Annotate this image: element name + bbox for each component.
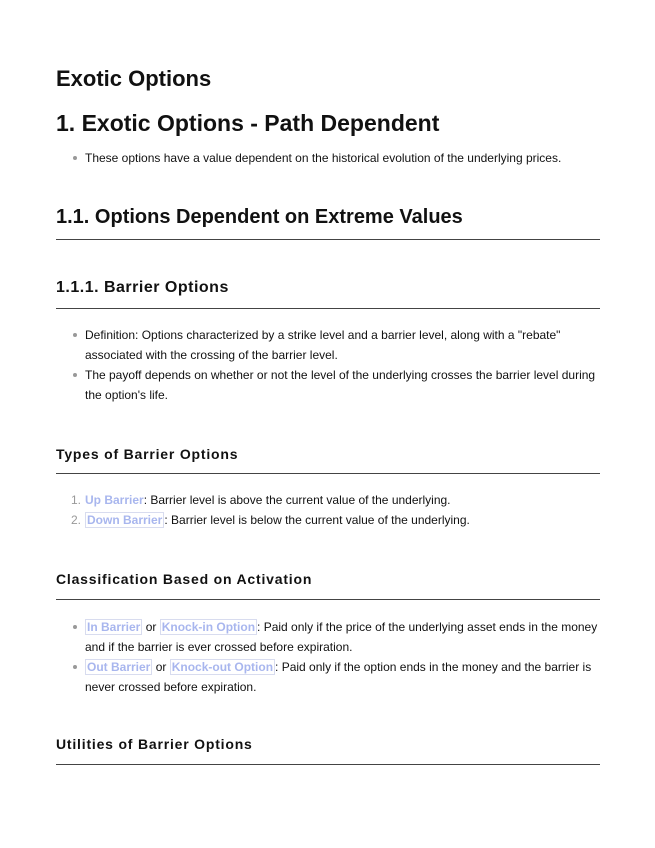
list-item [56,510,600,530]
types-numbered-list [56,490,600,530]
list-item: Definition: Options characterized by a strike level and a barrier level, along with a "rebate" associated with the crossing of the barrier level. [56,325,600,365]
list-item-text: : Paid only if the price of the underlying asset ends in the money and if the barrier is ever crossed before expiration. [85,620,598,654]
section-divider [56,308,600,309]
term-link-in-barrier[interactable]: In Barrier [87,620,141,634]
section-divider [56,599,600,600]
list-item: The payoff depends on whether or not the level of the underlying crosses the barrier level during the option's life. [56,365,600,405]
section-heading-classification: Classification Based on Activation [56,571,313,587]
list-item-text: : Paid only if the option ends in the money and the barrier is never crossed before expiration. [85,660,592,694]
list-number: 1. [71,493,82,507]
section-divider [56,764,600,765]
term-link-out-barrier[interactable]: Out Barrier [87,660,151,674]
list-item: These options have a value dependent on the historical evolution of the underlying prices. [56,148,600,168]
list-item [56,490,600,510]
section-divider [56,239,600,240]
section-1-bullet-list [56,148,600,168]
section-divider [56,473,600,474]
section-heading-utilities: Utilities of Barrier Options [56,736,253,752]
section-heading-types: Types of Barrier Options [56,446,239,462]
classification-bullet-list [56,617,600,697]
document-title: Exotic Options [56,66,212,91]
term-link-knock-in-option[interactable]: Knock-in Option [161,620,256,634]
section-heading-barrier-options: 1.1.1. Barrier Options [56,279,229,296]
list-item-text: : Barrier level is above the current value of the underlying. [143,493,451,507]
separator-text: or [152,660,170,674]
term-link-down-barrier[interactable]: Down Barrier [87,513,163,527]
list-item [56,617,600,657]
term-link-up-barrier[interactable]: Up Barrier [85,493,144,507]
list-item-text: : Barrier level is below the current value of the underlying. [164,513,470,527]
section-heading-path-dependent: 1. Exotic Options - Path Dependent [56,110,440,136]
section-heading-extreme-values: 1.1. Options Dependent on Extreme Values [56,206,463,228]
list-number: 2. [71,513,82,527]
term-link-knock-out-option[interactable]: Knock-out Option [171,660,274,674]
barrier-options-bullet-list [56,325,600,405]
list-item [56,657,600,697]
separator-text: or [142,620,160,634]
